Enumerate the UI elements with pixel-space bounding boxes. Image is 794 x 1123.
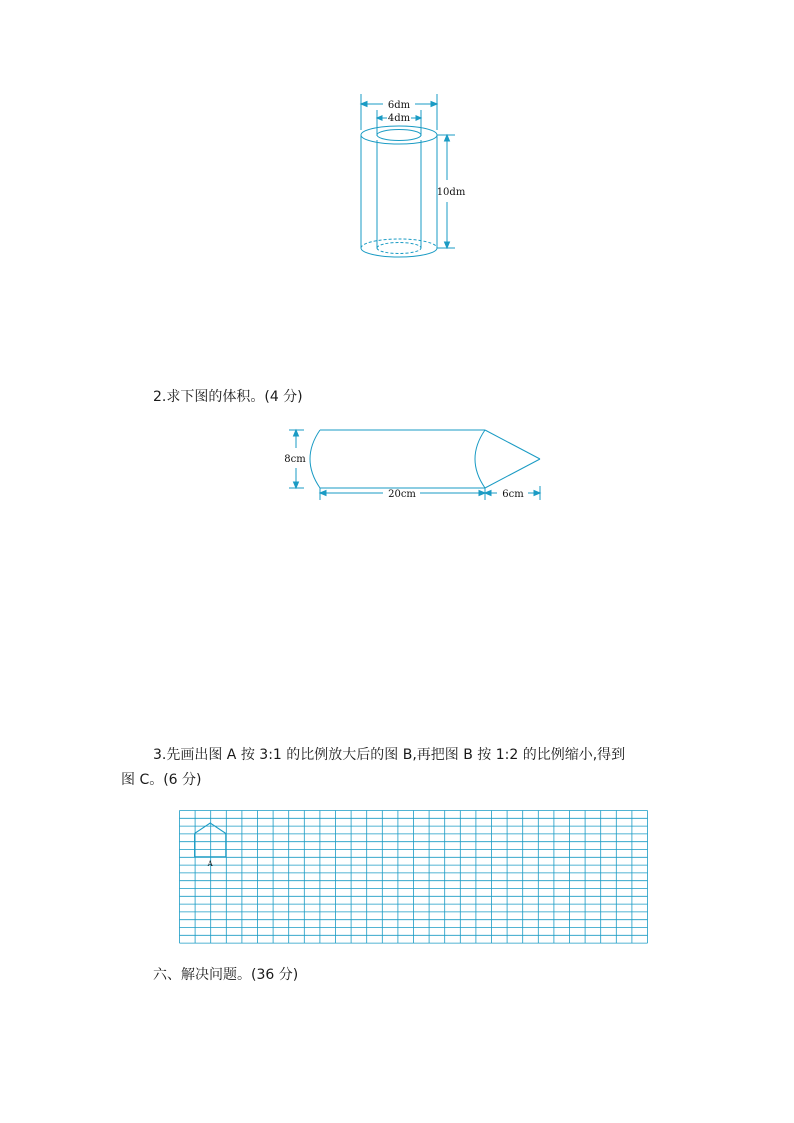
inner-diameter-label: 4dm	[387, 113, 411, 124]
cylinder-height-label: 10dm	[436, 187, 466, 198]
question-3-line-1: 3.先画出图 A 按 3:1 的比例放大后的图 B,再把图 B 按 1:2 的比例缩小,得到	[153, 747, 626, 763]
pencil-height-label: 8cm	[284, 454, 306, 465]
pencil-length-label: 20cm	[388, 489, 416, 500]
figure-a-label: A	[207, 860, 213, 868]
pencil-solid-figure	[280, 420, 550, 510]
question-3-line-2: 图 C。(6 分)	[121, 772, 202, 788]
outer-diameter-label: 6dm	[387, 100, 411, 111]
figure-a-shape	[195, 823, 226, 857]
pencil-tip-label: 6cm	[502, 489, 524, 500]
question-2-text: 2.求下图的体积。(4 分)	[153, 389, 303, 405]
drawing-grid	[179, 810, 649, 946]
hollow-cylinder-figure	[340, 90, 480, 270]
section-6-title: 六、解决问题。(36 分)	[153, 967, 299, 983]
